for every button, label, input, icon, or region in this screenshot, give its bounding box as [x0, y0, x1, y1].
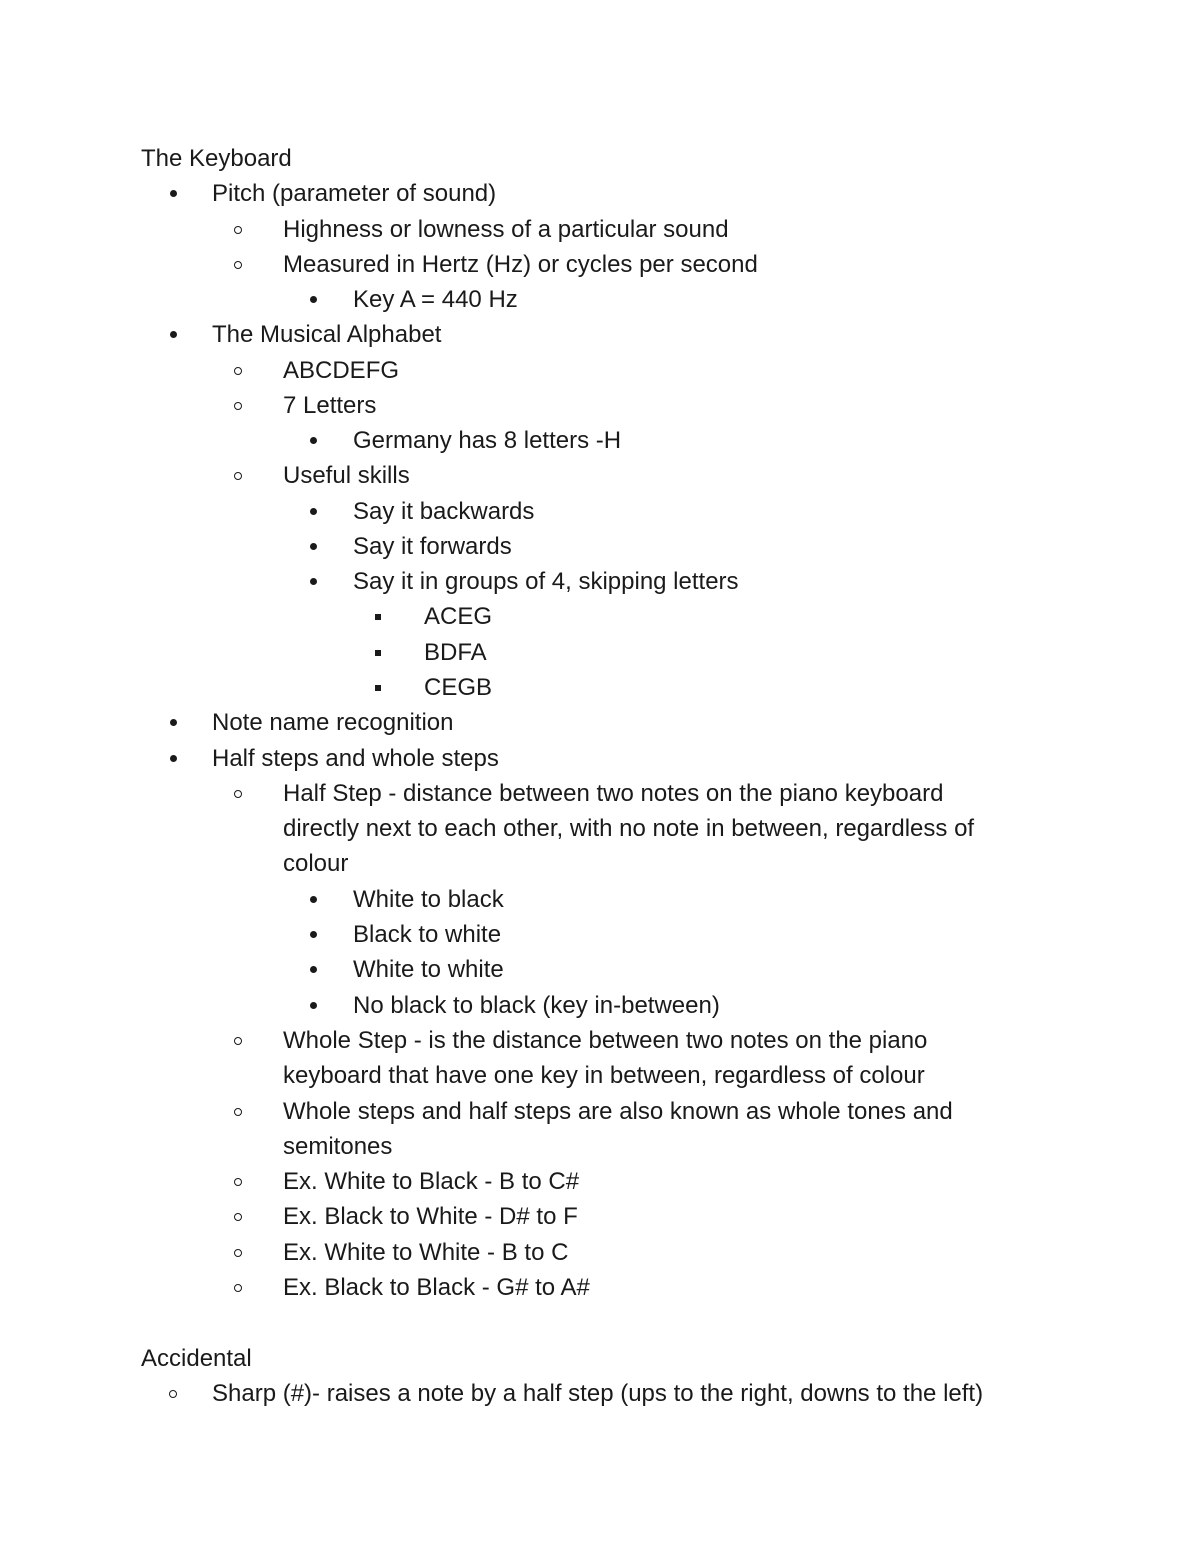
list-item: Black to white — [353, 921, 502, 948]
list-item-line: Whole steps and half steps are also known as whole tones and — [283, 1098, 953, 1125]
section-heading-accidental: Accidental — [141, 1345, 252, 1372]
bullet-dot — [301, 494, 325, 529]
list-item: Half steps and whole steps — [212, 745, 499, 772]
bullet-dot — [301, 952, 325, 987]
list-item: Say it forwards — [353, 533, 512, 560]
bullet-ring — [226, 1094, 250, 1129]
bullet-dot — [161, 741, 185, 776]
list-item: White to black — [353, 886, 504, 913]
bullet-ring — [226, 1023, 250, 1058]
list-item-line: keyboard that have one key in between, regardless of colour — [283, 1062, 925, 1089]
bullet-square — [366, 635, 390, 670]
list-item: Highness or lowness of a particular sound — [283, 216, 729, 243]
list-item-line: semitones — [283, 1133, 393, 1160]
list-item: ACEG — [424, 603, 493, 630]
section-heading-keyboard: The Keyboard — [141, 145, 292, 172]
bullet-dot — [301, 917, 325, 952]
bullet-ring — [226, 1235, 250, 1270]
bullet-ring — [226, 458, 250, 493]
list-item: Germany has 8 letters -H — [353, 427, 622, 454]
list-item: BDFA — [424, 639, 487, 666]
list-item-line: directly next to each other, with no note in between, regardless of — [283, 815, 975, 842]
list-item: Ex. Black to Black - G# to A# — [283, 1274, 590, 1301]
list-item: Say it in groups of 4, skipping letters — [353, 568, 739, 595]
bullet-dot — [301, 529, 325, 564]
bullet-dot — [161, 705, 185, 740]
list-item: Useful skills — [283, 462, 410, 489]
list-item: Key A = 440 Hz — [353, 286, 518, 313]
list-item: Note name recognition — [212, 709, 454, 736]
bullet-square — [366, 599, 390, 634]
bullet-ring — [161, 1376, 185, 1411]
list-item: Sharp (#)- raises a note by a half step (ups to the right, downs to the left) — [212, 1380, 984, 1407]
bullet-ring — [226, 212, 250, 247]
list-item: Ex. White to Black - B to C# — [283, 1168, 580, 1195]
bullet-ring — [226, 776, 250, 811]
list-item: 7 Letters — [283, 392, 377, 419]
list-item: No black to black (key in-between) — [353, 992, 720, 1019]
bullet-ring — [226, 1199, 250, 1234]
bullet-ring — [226, 1270, 250, 1305]
list-item: Measured in Hertz (Hz) or cycles per second — [283, 251, 758, 278]
bullet-ring — [226, 353, 250, 388]
list-item: The Musical Alphabet — [212, 321, 442, 348]
bullet-dot — [301, 564, 325, 599]
list-item: CEGB — [424, 674, 493, 701]
bullet-dot — [161, 176, 185, 211]
list-item-line: Whole Step - is the distance between two notes on the piano — [283, 1027, 928, 1054]
list-item: ABCDEFG — [283, 357, 400, 384]
bullet-ring — [226, 247, 250, 282]
list-item-line: Half Step - distance between two notes on the piano keyboard — [283, 780, 944, 807]
list-item: Pitch (parameter of sound) — [212, 180, 497, 207]
list-item: White to white — [353, 956, 504, 983]
list-item: Say it backwards — [353, 498, 535, 525]
bullet-ring — [226, 388, 250, 423]
bullet-dot — [301, 882, 325, 917]
bullet-dot — [301, 282, 325, 317]
bullet-dot — [301, 423, 325, 458]
bullet-square — [366, 670, 390, 705]
list-item-line: colour — [283, 850, 349, 877]
list-item: Ex. Black to White - D# to F — [283, 1203, 578, 1230]
bullet-dot — [301, 988, 325, 1023]
bullet-dot — [161, 317, 185, 352]
list-item: Ex. White to White - B to C — [283, 1239, 569, 1266]
bullet-ring — [226, 1164, 250, 1199]
